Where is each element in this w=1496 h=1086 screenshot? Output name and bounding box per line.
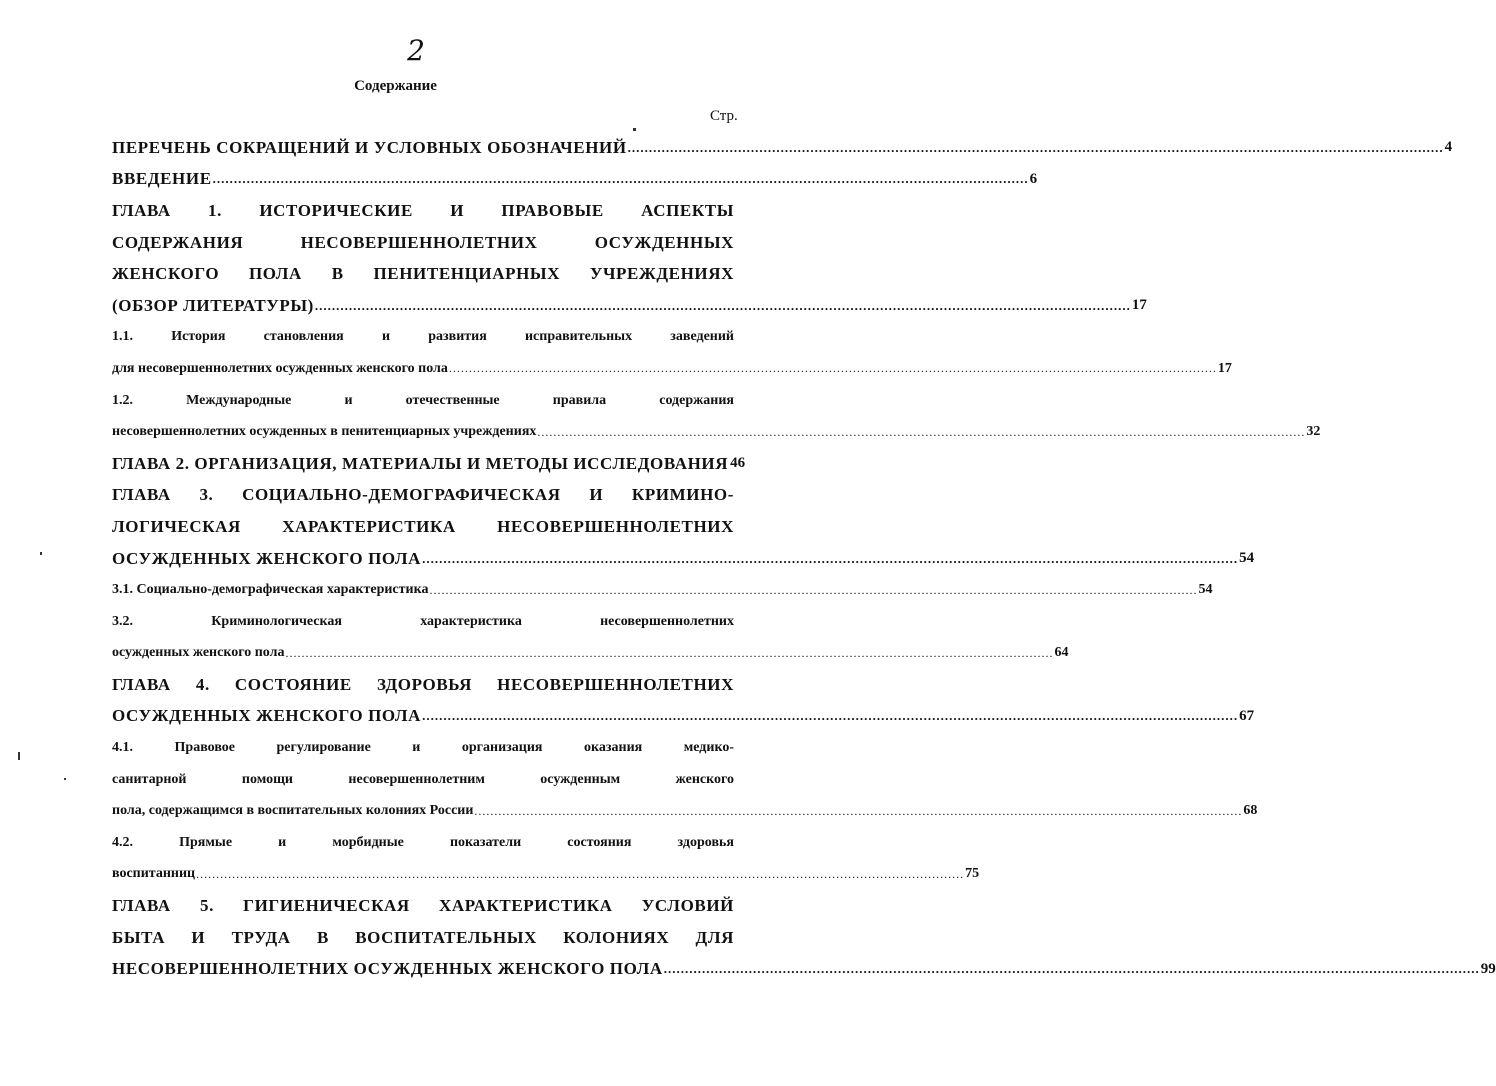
toc-section-line [112,385,734,417]
toc-chapter-title: СОДЕРЖАНИЯ НЕСОВЕРШЕННОЛЕТНИХ ОСУЖДЕННЫХ [112,232,734,252]
toc-section-line [112,416,1321,448]
toc-chapter-title: ЖЕНСКОГО ПОЛА В ПЕНИТЕНЦИАРНЫХ УЧРЕЖДЕНИЯХ [112,264,734,284]
toc-chapter-line [112,480,734,512]
toc-chapter-title: ГЛАВА 1. ИСТОРИЧЕСКИЕ И ПРАВОВЫЕ АСПЕКТЫ [112,200,734,220]
toc-leader-dots [285,646,1053,661]
toc-section-line [112,638,1069,670]
toc-leader-dots [664,961,1480,977]
toc-page-number: 68 [1243,803,1258,819]
toc-chapter-line [112,890,734,922]
toc-section-title: 1.1. История становления и развития исправительных заведений [112,329,734,345]
toc-chapter-title: ГЛАВА 3. СОЦИАЛЬНО-ДЕМОГРАФИЧЕСКАЯ И КРИМИНО- [112,485,734,505]
toc-chapter-line [112,669,734,701]
toc-page-number: 4 [1444,139,1453,156]
toc-chapter-line [112,227,734,259]
toc-page-number: 17 [1217,360,1232,376]
toc-section-line [112,732,734,764]
toc-chapter-title: ОСУЖДЕННЫХ ЖЕНСКОГО ПОЛА [112,706,422,726]
toc-page-number: 54 [1198,582,1213,598]
toc-section-line [112,764,734,796]
toc-section-title: для несовершеннолетних осужденных женского пола [112,360,448,376]
toc-section-line [112,606,734,638]
toc-leader-dots [196,867,964,882]
toc-chapter-title: ЛОГИЧЕСКАЯ ХАРАКТЕРИСТИКА НЕСОВЕРШЕННОЛЕТНИХ [112,516,734,536]
toc-chapter-line [112,132,1453,164]
toc-page-number: 17 [1131,297,1147,314]
toc-leader-dots [315,298,1131,314]
toc-leader-dots [449,361,1217,376]
table-of-contents [112,132,1496,985]
toc-page-number: 75 [965,866,980,882]
toc-page-number: 67 [1239,707,1255,724]
toc-chapter-line [112,953,1496,985]
page-title: Содержание [354,78,437,94]
toc-chapter-title: ГЛАВА 2. ОРГАНИЗАЦИЯ, МАТЕРИАЛЫ И МЕТОДЫ ИССЛЕДОВАНИЯ [112,453,729,473]
toc-section-line [112,859,980,891]
toc-section-title: 3.2. Криминологическая характеристика несовершеннолетних [112,613,734,629]
toc-chapter-line [112,258,734,290]
toc-section-title: воспитанниц [112,866,196,882]
toc-section-title: 3.1. Социально-демографическая характеристика [112,582,429,598]
toc-section-title: 4.2. Прямые и морбидные показатели состояния здоровья [112,834,734,850]
toc-chapter-line [112,701,1255,733]
toc-chapter-title: НЕСОВЕРШЕННОЛЕТНИХ ОСУЖДЕННЫХ ЖЕНСКОГО ПОЛА [112,959,663,979]
toc-section-title: осужденных женского пола [112,645,285,661]
toc-leader-dots [213,171,1029,187]
toc-section-title: пола, содержащимся в воспитательных колониях России [112,803,474,819]
toc-leader-dots [422,708,1238,724]
toc-leader-dots [429,583,1197,598]
toc-section-title: 1.2. Международные и отечественные правила содержания [112,392,734,408]
toc-section-line [112,574,1213,606]
toc-chapter-title: ГЛАВА 5. ГИГИЕНИЧЕСКАЯ ХАРАКТЕРИСТИКА УСЛОВИЙ [112,896,734,916]
toc-chapter-line [112,195,734,227]
toc-chapter-title: ВВЕДЕНИЕ [112,169,212,189]
toc-section-line [112,322,734,354]
handwritten-page-number: 2 [407,34,425,67]
toc-page-number: 46 [730,455,746,472]
toc-chapter-title: (ОБЗОР ЛИТЕРАТУРЫ) [112,295,314,315]
toc-leader-dots [474,804,1242,819]
toc-page-number: 32 [1306,424,1321,440]
scan-speck [64,778,66,780]
toc-chapter-title: ПЕРЕЧЕНЬ СОКРАЩЕНИЙ И УСЛОВНЫХ ОБОЗНАЧЕНИЙ [112,137,627,157]
toc-section-title: 4.1. Правовое регулирование и организация оказания медико- [112,740,734,756]
toc-section-title: несовершеннолетних осужденных в пенитенциарных учреждениях [112,424,537,440]
toc-chapter-line [112,448,746,480]
toc-chapter-line [112,922,734,954]
toc-chapter-title: БЫТА И ТРУДА В ВОСПИТАТЕЛЬНЫХ КОЛОНИЯХ ДЛЯ [112,927,734,947]
toc-chapter-line [112,511,734,543]
scan-speck [18,752,20,760]
toc-chapter-title: ОСУЖДЕННЫХ ЖЕНСКОГО ПОЛА [112,548,422,568]
toc-chapter-line [112,543,1255,575]
scan-speck [40,552,42,555]
toc-leader-dots [422,551,1238,567]
toc-leader-dots [537,425,1305,440]
toc-page-number: 54 [1239,550,1255,567]
scan-speck [633,128,636,131]
toc-section-line [112,827,734,859]
toc-section-line [112,795,1258,827]
toc-page-number: 99 [1480,960,1496,977]
toc-chapter-line [112,290,1147,322]
toc-page-number: 64 [1054,645,1069,661]
toc-page-number: 6 [1029,170,1038,187]
toc-chapter-title: ГЛАВА 4. СОСТОЯНИЕ ЗДОРОВЬЯ НЕСОВЕРШЕННОЛЕТНИХ [112,674,734,694]
toc-chapter-line [112,164,1038,196]
page-column-label: Стр. [710,108,738,124]
toc-section-title: санитарной помощи несовершеннолетним осужденным женского [112,771,734,787]
toc-leader-dots [628,140,1444,156]
toc-section-line [112,353,1232,385]
